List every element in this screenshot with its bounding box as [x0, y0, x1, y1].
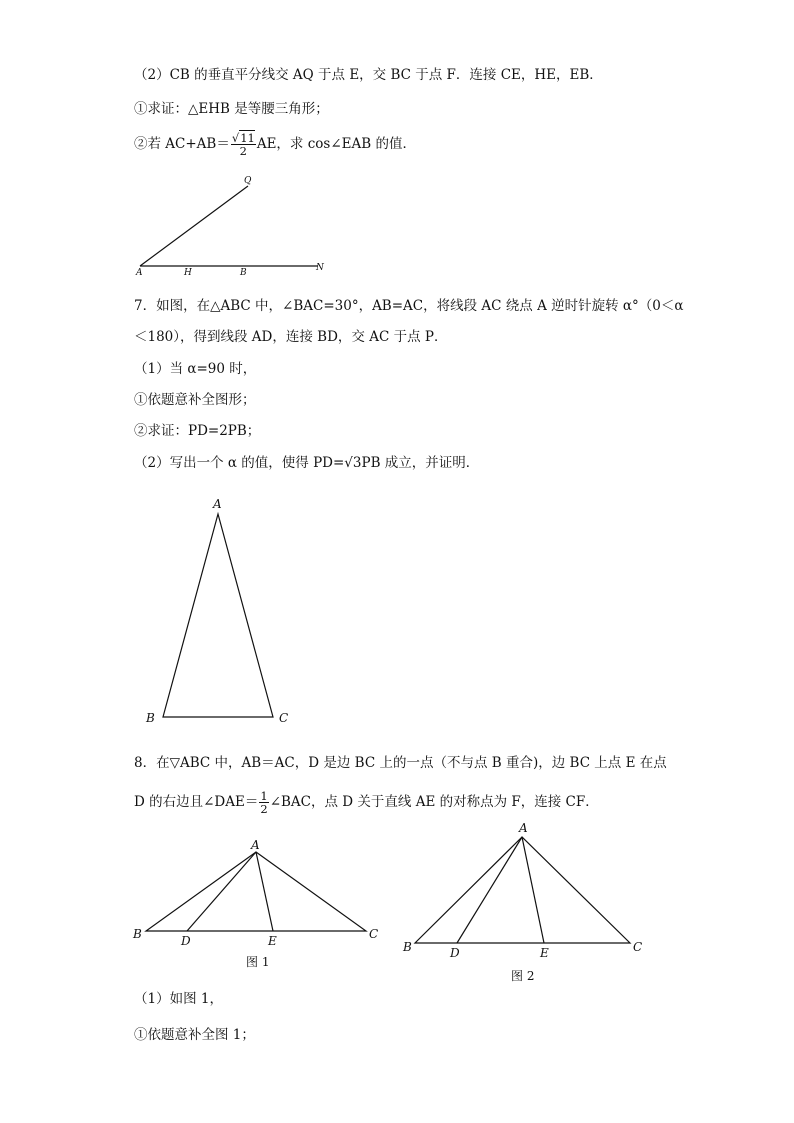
segment-AE — [256, 852, 273, 931]
q8-line2-pre: D 的右边且∠DAE＝ — [134, 794, 259, 810]
q6-part2-text: （2）CB 的垂直平分线交 AQ 于点 E，交 BC 于点 F．连接 CE，HE，EB． — [134, 67, 603, 83]
figure-q7 — [145, 497, 288, 725]
q8-part1-item1: ①依题意补全图 1； — [134, 1027, 255, 1043]
q7-part2: （2）写出一个 α 的值，使得 PD=√3PB 成立，并证明． — [134, 455, 480, 471]
triangle-ABC — [415, 837, 630, 943]
segment-AE — [522, 837, 544, 943]
label-D: D — [181, 934, 191, 948]
label-A: A — [519, 821, 528, 835]
figure-q6 — [135, 176, 325, 278]
q8-fraction-den: 2 — [260, 802, 268, 816]
q8-fraction — [259, 790, 268, 815]
q6-item2-post: AE，求 cos∠EAB 的值． — [256, 136, 416, 152]
figure-q8-2 — [402, 821, 642, 983]
q8-fraction-num: 1 — [260, 789, 268, 803]
q7-part1: （1）当 α=90 时， — [134, 361, 257, 377]
q6-part2-item1: ①求证：△EHB 是等腰三角形； — [134, 101, 329, 117]
q8-stem-line2 — [134, 790, 599, 815]
label-E: E — [268, 934, 277, 948]
q6-fraction-num: 11 — [240, 131, 255, 145]
q8-line2-post: ∠BAC，点 D 关于直线 AE 的对称点为 F，连接 CF． — [269, 794, 599, 810]
label-N: N — [316, 263, 324, 273]
label-C: C — [279, 711, 289, 725]
figure-caption: 图 2 — [511, 969, 535, 983]
triangle-ABC — [146, 852, 366, 931]
q8-part1: （1）如图 1， — [134, 991, 223, 1007]
triangle-ABC — [163, 514, 273, 717]
q6-item2-pre: ②若 AC+AB＝ — [134, 136, 230, 152]
label-C: C — [633, 940, 643, 954]
q8-stem-line1: 8．在▽ABC 中，AB＝AC，D 是边 BC 上的一点（不与点 B 重合)，边 BC 上点 E 在点 — [134, 755, 667, 771]
label-B: B — [240, 268, 247, 278]
label-Q: Q — [244, 176, 252, 186]
label-D: D — [450, 946, 460, 960]
label-A: A — [213, 497, 222, 511]
label-B: B — [133, 927, 142, 941]
q7-stem-line2: ＜180），得到线段 AD，连接 BD，交 AC 于点 P． — [134, 329, 448, 345]
segment-AD — [457, 837, 522, 943]
label-A: A — [136, 268, 143, 278]
label-E: E — [540, 946, 549, 960]
label-H: H — [184, 268, 192, 278]
q7-part1-item1: ①依题意补全图形； — [134, 392, 256, 408]
label-B: B — [146, 711, 155, 725]
segment-AD — [187, 852, 256, 931]
figure-caption: 图 1 — [246, 955, 270, 969]
label-C: C — [369, 927, 379, 941]
ray-AQ — [140, 186, 248, 266]
q6-fraction-den: 2 — [239, 144, 247, 158]
figure-q8-1 — [132, 838, 378, 969]
q7-stem-line1: 7．如图，在△ABC 中，∠BAC=30°，AB=AC，将线段 AC 绕点 A 逆时针旋转 α°（0＜α — [134, 298, 684, 314]
q6-fraction: $\frac{√11}{2}$ — [231, 131, 255, 158]
q7-part1-item2: ②求证：PD=2PB； — [134, 423, 261, 439]
label-B: B — [403, 940, 412, 954]
label-A: A — [251, 838, 260, 852]
